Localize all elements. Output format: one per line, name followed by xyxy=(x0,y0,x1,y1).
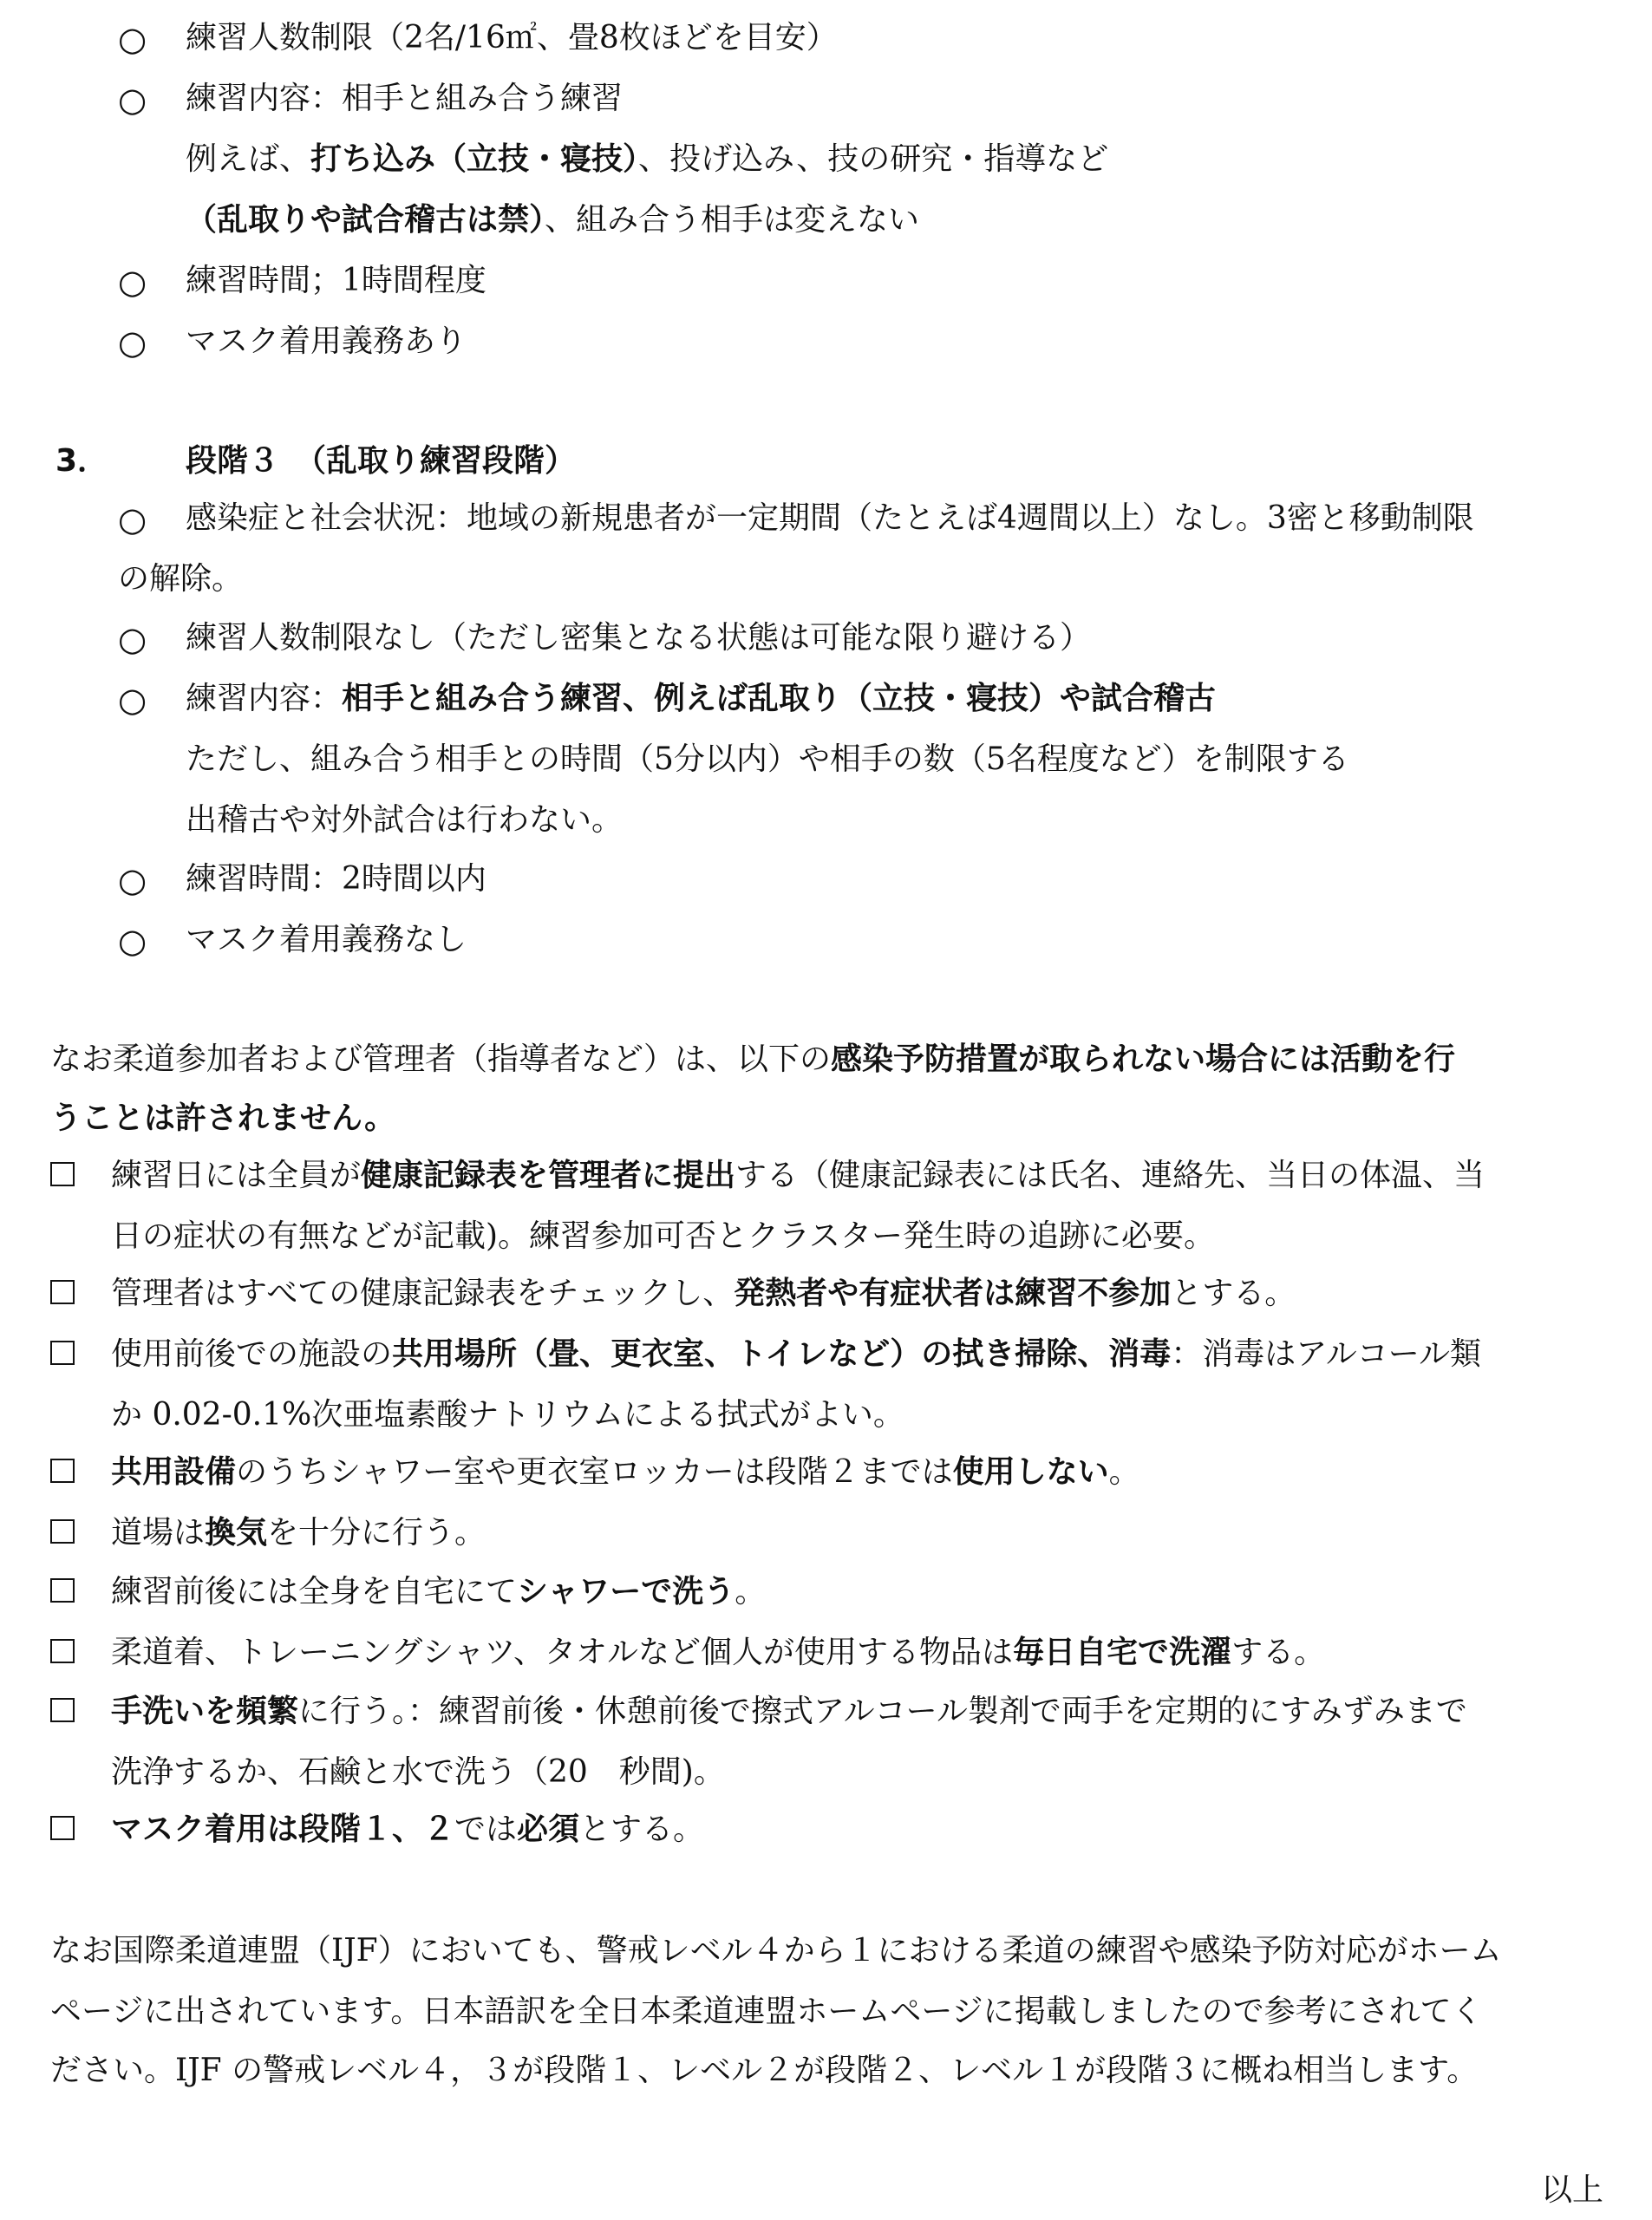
checkbox-icon xyxy=(50,1280,75,1304)
checklist-item-cont: 日の症状の有無などが記載)。練習参加可否とクラスター発生時の追跡に必要。 xyxy=(111,1218,1215,1254)
checkbox-icon xyxy=(50,1519,75,1544)
stage3-content-limit: ただし、組み合う相手との時間（5分以内）や相手の数（5名程度など）を制限する xyxy=(186,741,1349,777)
stage2-time: 練習時間；1時間程度 xyxy=(186,263,486,298)
checklist-item: 練習日には全員が健康記録表を管理者に提出する（健康記録表には氏名、連絡先、当日の体温、当 xyxy=(111,1158,1485,1193)
notice-line: なお柔道参加者および管理者（指導者など）は、以下の感染予防措置が取られない場合には活動を行 xyxy=(50,1041,1456,1077)
circle-bullet-icon: ○ xyxy=(118,922,147,960)
checklist-item: マスク着用は段階１、２では必須とする。 xyxy=(111,1812,705,1847)
checkbox-icon xyxy=(50,1698,75,1722)
checklist-item: 手洗いを頻繁に行う。：練習前後・休憩前後で擦式アルコール製剤で両手を定期的にすみずみまで xyxy=(111,1694,1467,1729)
stage2-mask: マスク着用義務あり xyxy=(186,323,467,359)
checklist-item: 道場は換気を十分に行う。 xyxy=(111,1515,486,1551)
checkbox-icon xyxy=(50,1639,75,1663)
checklist-item-cont: 洗浄するか、石鹸と水で洗う（20 秒間)。 xyxy=(111,1754,725,1790)
checklist-item: 柔道着、トレーニングシャツ、タオルなど個人が使用する物品は毎日自宅で洗濯する。 xyxy=(111,1635,1326,1670)
checklist-item: 共用設備のうちシャワー室や更衣室ロッカーは段階２までは使用しない。 xyxy=(111,1454,1140,1490)
circle-bullet-icon: ○ xyxy=(118,500,147,539)
checklist-item: 管理者はすべての健康記録表をチェックし、発熱者や有症状者は練習不参加とする。 xyxy=(111,1276,1296,1311)
stage3-title: 段階３ （乱取り練習段階） xyxy=(186,443,577,479)
stage3-content-away: 出稽古や対外試合は行わない。 xyxy=(186,802,624,838)
checklist-item: 使用前後での施設の共用場所（畳、更衣室、トイレなど）の拭き掃除、消毒：消毒はアルコール類 xyxy=(111,1336,1482,1372)
stage3-number: 3． xyxy=(56,443,109,479)
stage3-mask: マスク着用義務なし xyxy=(186,922,467,957)
stage2-content: 練習内容：相手と組み合う練習 xyxy=(186,81,624,116)
notice-line: うことは許されません。 xyxy=(50,1100,396,1136)
ijf-paragraph-line: ださい。IJF の警戒レベル４，３が段階１、レベル２が段階２、レベル１が段階３に概ね相当します。 xyxy=(50,2053,1479,2088)
checkbox-icon xyxy=(50,1459,75,1483)
stage3-time: 練習時間：2時間以内 xyxy=(186,861,486,897)
circle-bullet-icon: ○ xyxy=(118,681,147,719)
checkbox-icon xyxy=(50,1578,75,1603)
circle-bullet-icon: ○ xyxy=(118,263,147,301)
circle-bullet-icon: ○ xyxy=(118,20,147,58)
stage3-people: 練習人数制限なし（ただし密集となる状態は可能な限り避ける） xyxy=(186,620,1092,656)
checklist-item-cont: か 0.02-0.1%次亜塩素酸ナトリウムによる拭式がよい。 xyxy=(111,1397,904,1433)
checklist-item: 練習前後には全身を自宅にてシャワーで洗う。 xyxy=(111,1574,767,1610)
checkbox-icon xyxy=(50,1816,75,1840)
stage2-content-note: （乱取りや試合稽古は禁）、組み合う相手は変えない xyxy=(186,202,920,238)
closing-text: 以上 xyxy=(1540,2172,1603,2208)
stage3-content: 練習内容：相手と組み合う練習、例えば乱取り（立技・寝技）や試合稽古 xyxy=(186,681,1217,716)
circle-bullet-icon: ○ xyxy=(118,620,147,658)
circle-bullet-icon: ○ xyxy=(118,323,147,362)
stage2-people-limit: 練習人数制限（2名/16㎡、畳8枚ほどを目安） xyxy=(186,20,838,56)
circle-bullet-icon: ○ xyxy=(118,861,147,899)
stage2-content-example: 例えば、打ち込み（立技・寝技）、投げ込み、技の研究・指導など xyxy=(186,141,1109,177)
circle-bullet-icon: ○ xyxy=(118,81,147,119)
checkbox-icon xyxy=(50,1341,75,1365)
checkbox-icon xyxy=(50,1162,75,1186)
ijf-paragraph-line: なお国際柔道連盟（IJF）においても、警戒レベル４から１における柔道の練習や感染予防対応がホーム xyxy=(50,1933,1502,1969)
stage3-condition: 感染症と社会状況：地域の新規患者が一定期間（たとえば4週間以上）なし。3密と移動制限 xyxy=(186,500,1474,536)
stage3-condition-cont: の解除。 xyxy=(118,561,244,597)
ijf-paragraph-line: ページに出されています。日本語訳を全日本柔道連盟ホームページに掲載しましたので参考にされてく xyxy=(50,1994,1483,2029)
